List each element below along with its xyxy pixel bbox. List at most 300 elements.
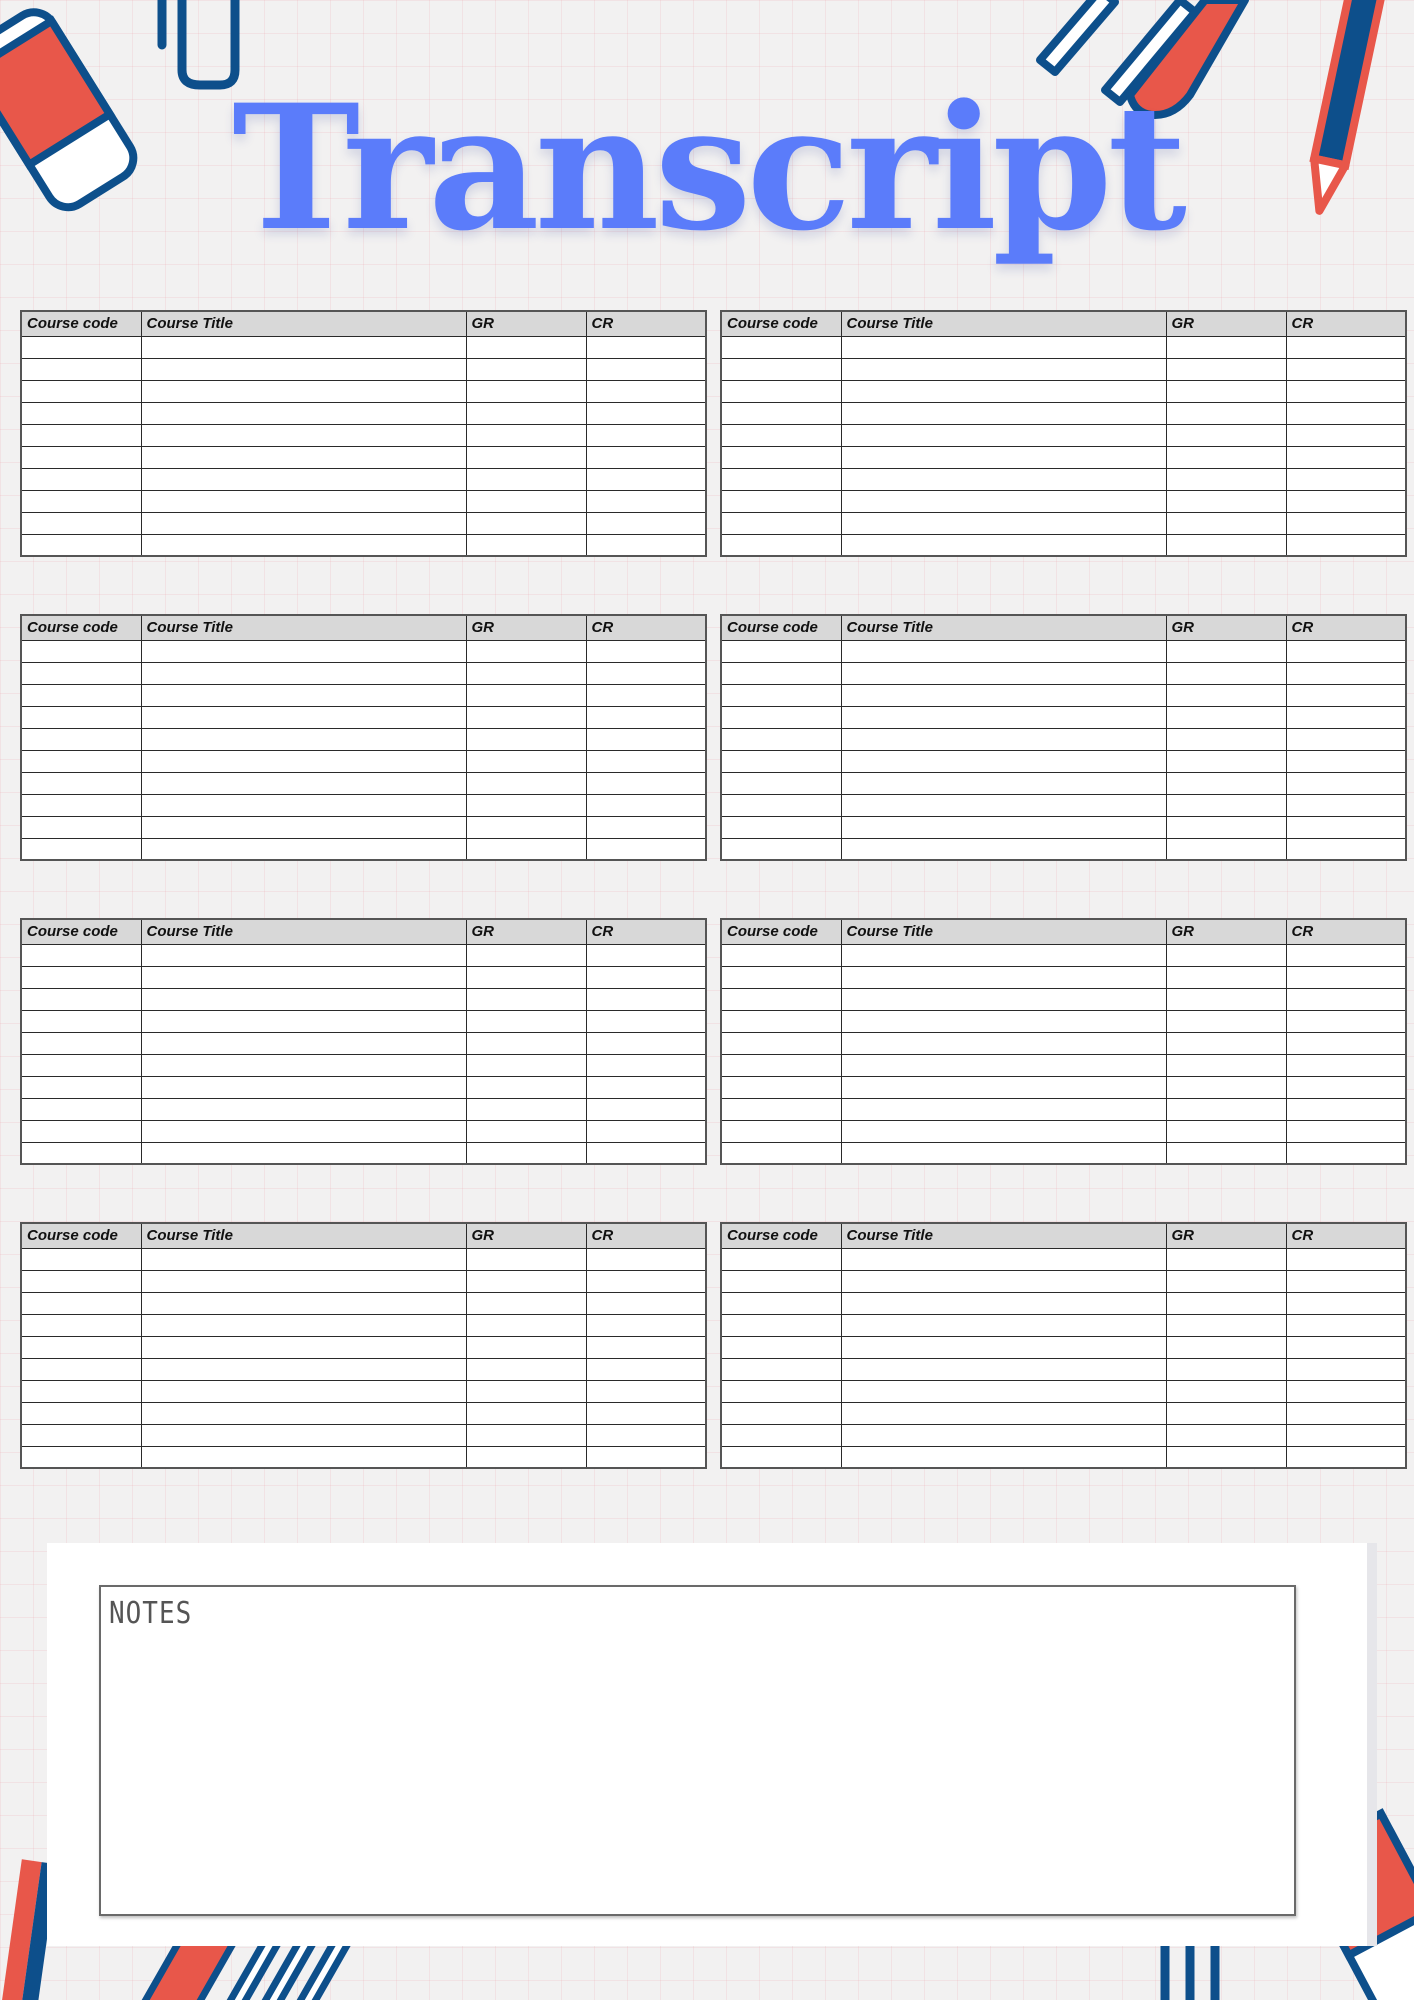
course-code-cell[interactable] (21, 816, 141, 838)
course-title-cell[interactable] (841, 794, 1166, 816)
course-code-cell[interactable] (721, 534, 841, 556)
gr-cell[interactable] (1166, 1358, 1286, 1380)
gr-cell[interactable] (1166, 684, 1286, 706)
cr-cell[interactable] (1286, 1010, 1406, 1032)
course-title-cell[interactable] (141, 1270, 466, 1292)
course-title-cell[interactable] (841, 1098, 1166, 1120)
cr-cell[interactable] (586, 966, 706, 988)
gr-cell[interactable] (1166, 1314, 1286, 1336)
gr-cell[interactable] (1166, 1142, 1286, 1164)
course-title-cell[interactable] (141, 684, 466, 706)
gr-cell[interactable] (466, 794, 586, 816)
course-code-cell[interactable] (21, 1120, 141, 1142)
course-code-cell[interactable] (21, 446, 141, 468)
course-code-cell[interactable] (721, 358, 841, 380)
gr-cell[interactable] (1166, 490, 1286, 512)
gr-cell[interactable] (466, 1098, 586, 1120)
course-code-cell[interactable] (721, 988, 841, 1010)
gr-cell[interactable] (466, 446, 586, 468)
cr-cell[interactable] (1286, 380, 1406, 402)
course-code-cell[interactable] (21, 424, 141, 446)
cr-cell[interactable] (1286, 706, 1406, 728)
gr-cell[interactable] (1166, 1336, 1286, 1358)
course-title-cell[interactable] (141, 1032, 466, 1054)
gr-cell[interactable] (466, 944, 586, 966)
course-code-cell[interactable] (21, 838, 141, 860)
course-title-cell[interactable] (841, 706, 1166, 728)
gr-cell[interactable] (466, 1054, 586, 1076)
course-code-cell[interactable] (721, 1380, 841, 1402)
gr-cell[interactable] (466, 424, 586, 446)
course-code-cell[interactable] (721, 728, 841, 750)
course-code-cell[interactable] (721, 336, 841, 358)
gr-cell[interactable] (466, 1402, 586, 1424)
course-code-cell[interactable] (721, 468, 841, 490)
cr-cell[interactable] (1286, 1314, 1406, 1336)
course-code-cell[interactable] (721, 1292, 841, 1314)
course-title-cell[interactable] (841, 490, 1166, 512)
course-code-cell[interactable] (721, 794, 841, 816)
gr-cell[interactable] (466, 1336, 586, 1358)
notes-box[interactable] (99, 1585, 1296, 1916)
gr-cell[interactable] (1166, 336, 1286, 358)
course-title-cell[interactable] (841, 640, 1166, 662)
course-code-cell[interactable] (721, 1358, 841, 1380)
cr-cell[interactable] (1286, 1292, 1406, 1314)
cr-cell[interactable] (1286, 1336, 1406, 1358)
cr-cell[interactable] (586, 490, 706, 512)
cr-cell[interactable] (1286, 402, 1406, 424)
course-title-cell[interactable] (141, 816, 466, 838)
course-code-cell[interactable] (21, 728, 141, 750)
course-title-cell[interactable] (841, 1358, 1166, 1380)
course-code-cell[interactable] (21, 1098, 141, 1120)
course-code-cell[interactable] (21, 684, 141, 706)
gr-cell[interactable] (466, 1010, 586, 1032)
course-title-cell[interactable] (841, 1446, 1166, 1468)
course-code-cell[interactable] (721, 1314, 841, 1336)
course-title-cell[interactable] (841, 728, 1166, 750)
course-code-cell[interactable] (21, 1402, 141, 1424)
gr-cell[interactable] (466, 1120, 586, 1142)
course-title-cell[interactable] (841, 988, 1166, 1010)
gr-cell[interactable] (1166, 640, 1286, 662)
course-code-cell[interactable] (721, 1424, 841, 1446)
course-title-cell[interactable] (841, 1380, 1166, 1402)
course-code-cell[interactable] (21, 1336, 141, 1358)
course-title-cell[interactable] (141, 966, 466, 988)
course-code-cell[interactable] (21, 772, 141, 794)
gr-cell[interactable] (1166, 402, 1286, 424)
cr-cell[interactable] (586, 512, 706, 534)
course-code-cell[interactable] (721, 446, 841, 468)
gr-cell[interactable] (466, 1248, 586, 1270)
gr-cell[interactable] (1166, 816, 1286, 838)
cr-cell[interactable] (1286, 1098, 1406, 1120)
gr-cell[interactable] (466, 662, 586, 684)
course-title-cell[interactable] (841, 336, 1166, 358)
course-code-cell[interactable] (721, 380, 841, 402)
course-code-cell[interactable] (721, 402, 841, 424)
course-code-cell[interactable] (21, 1032, 141, 1054)
gr-cell[interactable] (1166, 1032, 1286, 1054)
cr-cell[interactable] (1286, 424, 1406, 446)
gr-cell[interactable] (466, 1270, 586, 1292)
gr-cell[interactable] (466, 838, 586, 860)
course-code-cell[interactable] (21, 988, 141, 1010)
cr-cell[interactable] (1286, 1424, 1406, 1446)
course-code-cell[interactable] (21, 1292, 141, 1314)
course-title-cell[interactable] (841, 1314, 1166, 1336)
course-title-cell[interactable] (141, 1054, 466, 1076)
cr-cell[interactable] (586, 358, 706, 380)
gr-cell[interactable] (1166, 424, 1286, 446)
gr-cell[interactable] (466, 706, 586, 728)
course-title-cell[interactable] (841, 468, 1166, 490)
cr-cell[interactable] (586, 1446, 706, 1468)
course-code-cell[interactable] (721, 424, 841, 446)
gr-cell[interactable] (1166, 1248, 1286, 1270)
course-title-cell[interactable] (841, 1032, 1166, 1054)
course-code-cell[interactable] (721, 490, 841, 512)
course-title-cell[interactable] (841, 662, 1166, 684)
course-title-cell[interactable] (841, 1270, 1166, 1292)
course-title-cell[interactable] (141, 750, 466, 772)
course-code-cell[interactable] (21, 966, 141, 988)
course-title-cell[interactable] (141, 1358, 466, 1380)
cr-cell[interactable] (1286, 1446, 1406, 1468)
cr-cell[interactable] (586, 1032, 706, 1054)
gr-cell[interactable] (1166, 772, 1286, 794)
cr-cell[interactable] (586, 662, 706, 684)
course-title-cell[interactable] (841, 1010, 1166, 1032)
course-code-cell[interactable] (21, 794, 141, 816)
course-code-cell[interactable] (721, 944, 841, 966)
course-title-cell[interactable] (141, 1402, 466, 1424)
course-title-cell[interactable] (841, 358, 1166, 380)
course-title-cell[interactable] (141, 1336, 466, 1358)
course-title-cell[interactable] (841, 402, 1166, 424)
gr-cell[interactable] (1166, 1446, 1286, 1468)
cr-cell[interactable] (586, 1292, 706, 1314)
course-title-cell[interactable] (141, 424, 466, 446)
cr-cell[interactable] (586, 706, 706, 728)
course-title-cell[interactable] (841, 1336, 1166, 1358)
cr-cell[interactable] (1286, 1120, 1406, 1142)
course-title-cell[interactable] (841, 1292, 1166, 1314)
course-code-cell[interactable] (21, 1270, 141, 1292)
cr-cell[interactable] (1286, 794, 1406, 816)
course-code-cell[interactable] (21, 640, 141, 662)
gr-cell[interactable] (1166, 1098, 1286, 1120)
course-code-cell[interactable] (721, 1010, 841, 1032)
gr-cell[interactable] (1166, 794, 1286, 816)
cr-cell[interactable] (586, 816, 706, 838)
cr-cell[interactable] (1286, 838, 1406, 860)
gr-cell[interactable] (466, 966, 586, 988)
course-code-cell[interactable] (21, 380, 141, 402)
gr-cell[interactable] (466, 1314, 586, 1336)
course-code-cell[interactable] (721, 1248, 841, 1270)
course-title-cell[interactable] (141, 534, 466, 556)
course-code-cell[interactable] (721, 966, 841, 988)
course-code-cell[interactable] (721, 1270, 841, 1292)
gr-cell[interactable] (466, 816, 586, 838)
course-title-cell[interactable] (141, 512, 466, 534)
cr-cell[interactable] (586, 1120, 706, 1142)
cr-cell[interactable] (586, 1010, 706, 1032)
cr-cell[interactable] (1286, 772, 1406, 794)
course-code-cell[interactable] (21, 662, 141, 684)
course-code-cell[interactable] (21, 1358, 141, 1380)
gr-cell[interactable] (466, 402, 586, 424)
course-title-cell[interactable] (841, 446, 1166, 468)
cr-cell[interactable] (586, 988, 706, 1010)
course-title-cell[interactable] (141, 1010, 466, 1032)
cr-cell[interactable] (586, 1054, 706, 1076)
course-code-cell[interactable] (21, 944, 141, 966)
course-title-cell[interactable] (141, 336, 466, 358)
gr-cell[interactable] (1166, 1292, 1286, 1314)
course-title-cell[interactable] (141, 468, 466, 490)
course-title-cell[interactable] (141, 1248, 466, 1270)
gr-cell[interactable] (1166, 358, 1286, 380)
course-title-cell[interactable] (841, 1248, 1166, 1270)
cr-cell[interactable] (586, 1076, 706, 1098)
course-code-cell[interactable] (721, 1336, 841, 1358)
gr-cell[interactable] (1166, 534, 1286, 556)
course-code-cell[interactable] (721, 1446, 841, 1468)
gr-cell[interactable] (466, 468, 586, 490)
gr-cell[interactable] (466, 1446, 586, 1468)
course-title-cell[interactable] (841, 750, 1166, 772)
course-title-cell[interactable] (141, 1120, 466, 1142)
course-title-cell[interactable] (841, 380, 1166, 402)
gr-cell[interactable] (1166, 838, 1286, 860)
course-code-cell[interactable] (21, 490, 141, 512)
cr-cell[interactable] (586, 1142, 706, 1164)
cr-cell[interactable] (586, 380, 706, 402)
cr-cell[interactable] (1286, 468, 1406, 490)
cr-cell[interactable] (1286, 534, 1406, 556)
cr-cell[interactable] (1286, 728, 1406, 750)
cr-cell[interactable] (586, 728, 706, 750)
course-code-cell[interactable] (721, 662, 841, 684)
cr-cell[interactable] (586, 1314, 706, 1336)
cr-cell[interactable] (1286, 358, 1406, 380)
course-code-cell[interactable] (21, 1010, 141, 1032)
course-code-cell[interactable] (721, 1120, 841, 1142)
gr-cell[interactable] (1166, 1054, 1286, 1076)
gr-cell[interactable] (466, 1380, 586, 1402)
cr-cell[interactable] (1286, 1054, 1406, 1076)
gr-cell[interactable] (1166, 988, 1286, 1010)
course-title-cell[interactable] (841, 1054, 1166, 1076)
course-title-cell[interactable] (841, 1402, 1166, 1424)
course-code-cell[interactable] (721, 1402, 841, 1424)
course-code-cell[interactable] (721, 1098, 841, 1120)
course-title-cell[interactable] (841, 966, 1166, 988)
gr-cell[interactable] (466, 988, 586, 1010)
course-code-cell[interactable] (721, 838, 841, 860)
course-title-cell[interactable] (141, 1098, 466, 1120)
gr-cell[interactable] (466, 380, 586, 402)
cr-cell[interactable] (586, 1336, 706, 1358)
cr-cell[interactable] (586, 1402, 706, 1424)
gr-cell[interactable] (1166, 706, 1286, 728)
course-title-cell[interactable] (141, 706, 466, 728)
gr-cell[interactable] (1166, 380, 1286, 402)
cr-cell[interactable] (586, 1098, 706, 1120)
gr-cell[interactable] (466, 684, 586, 706)
course-title-cell[interactable] (841, 1076, 1166, 1098)
gr-cell[interactable] (1166, 1010, 1286, 1032)
cr-cell[interactable] (1286, 446, 1406, 468)
gr-cell[interactable] (466, 1424, 586, 1446)
course-title-cell[interactable] (141, 640, 466, 662)
course-code-cell[interactable] (21, 512, 141, 534)
gr-cell[interactable] (1166, 1120, 1286, 1142)
course-title-cell[interactable] (141, 490, 466, 512)
gr-cell[interactable] (466, 1292, 586, 1314)
cr-cell[interactable] (586, 468, 706, 490)
cr-cell[interactable] (1286, 1032, 1406, 1054)
course-code-cell[interactable] (721, 706, 841, 728)
course-title-cell[interactable] (141, 838, 466, 860)
course-title-cell[interactable] (841, 1120, 1166, 1142)
cr-cell[interactable] (586, 1248, 706, 1270)
cr-cell[interactable] (1286, 336, 1406, 358)
gr-cell[interactable] (466, 1142, 586, 1164)
course-title-cell[interactable] (841, 684, 1166, 706)
course-code-cell[interactable] (721, 750, 841, 772)
course-title-cell[interactable] (841, 424, 1166, 446)
cr-cell[interactable] (1286, 662, 1406, 684)
course-code-cell[interactable] (21, 750, 141, 772)
cr-cell[interactable] (1286, 684, 1406, 706)
course-code-cell[interactable] (21, 706, 141, 728)
gr-cell[interactable] (1166, 1270, 1286, 1292)
gr-cell[interactable] (1166, 1380, 1286, 1402)
cr-cell[interactable] (586, 336, 706, 358)
course-title-cell[interactable] (141, 1292, 466, 1314)
gr-cell[interactable] (1166, 662, 1286, 684)
course-code-cell[interactable] (21, 1248, 141, 1270)
cr-cell[interactable] (1286, 944, 1406, 966)
course-title-cell[interactable] (841, 772, 1166, 794)
gr-cell[interactable] (1166, 966, 1286, 988)
course-title-cell[interactable] (841, 512, 1166, 534)
cr-cell[interactable] (1286, 1270, 1406, 1292)
gr-cell[interactable] (466, 358, 586, 380)
course-title-cell[interactable] (141, 988, 466, 1010)
course-code-cell[interactable] (721, 512, 841, 534)
course-title-cell[interactable] (141, 944, 466, 966)
cr-cell[interactable] (586, 1358, 706, 1380)
course-title-cell[interactable] (141, 728, 466, 750)
gr-cell[interactable] (1166, 512, 1286, 534)
cr-cell[interactable] (586, 772, 706, 794)
gr-cell[interactable] (466, 490, 586, 512)
cr-cell[interactable] (586, 750, 706, 772)
course-code-cell[interactable] (21, 468, 141, 490)
gr-cell[interactable] (1166, 468, 1286, 490)
course-code-cell[interactable] (21, 336, 141, 358)
cr-cell[interactable] (586, 1380, 706, 1402)
course-code-cell[interactable] (721, 1142, 841, 1164)
cr-cell[interactable] (1286, 1076, 1406, 1098)
cr-cell[interactable] (586, 1270, 706, 1292)
cr-cell[interactable] (1286, 988, 1406, 1010)
course-title-cell[interactable] (841, 838, 1166, 860)
course-code-cell[interactable] (21, 1142, 141, 1164)
course-code-cell[interactable] (721, 1054, 841, 1076)
course-title-cell[interactable] (841, 944, 1166, 966)
cr-cell[interactable] (1286, 640, 1406, 662)
course-code-cell[interactable] (21, 534, 141, 556)
gr-cell[interactable] (1166, 728, 1286, 750)
course-code-cell[interactable] (21, 402, 141, 424)
course-code-cell[interactable] (721, 816, 841, 838)
gr-cell[interactable] (466, 1076, 586, 1098)
course-title-cell[interactable] (841, 1424, 1166, 1446)
course-title-cell[interactable] (141, 446, 466, 468)
cr-cell[interactable] (1286, 1380, 1406, 1402)
course-title-cell[interactable] (141, 1314, 466, 1336)
cr-cell[interactable] (586, 684, 706, 706)
cr-cell[interactable] (586, 424, 706, 446)
course-code-cell[interactable] (721, 772, 841, 794)
cr-cell[interactable] (1286, 1402, 1406, 1424)
gr-cell[interactable] (466, 534, 586, 556)
course-title-cell[interactable] (141, 1142, 466, 1164)
course-code-cell[interactable] (21, 1446, 141, 1468)
course-title-cell[interactable] (141, 358, 466, 380)
cr-cell[interactable] (1286, 750, 1406, 772)
gr-cell[interactable] (466, 512, 586, 534)
cr-cell[interactable] (1286, 1358, 1406, 1380)
gr-cell[interactable] (466, 728, 586, 750)
course-code-cell[interactable] (21, 1054, 141, 1076)
course-title-cell[interactable] (141, 1076, 466, 1098)
gr-cell[interactable] (1166, 1424, 1286, 1446)
course-title-cell[interactable] (141, 772, 466, 794)
course-code-cell[interactable] (721, 1076, 841, 1098)
cr-cell[interactable] (586, 838, 706, 860)
cr-cell[interactable] (586, 944, 706, 966)
gr-cell[interactable] (466, 1032, 586, 1054)
cr-cell[interactable] (1286, 512, 1406, 534)
cr-cell[interactable] (586, 794, 706, 816)
course-title-cell[interactable] (841, 1142, 1166, 1164)
cr-cell[interactable] (1286, 966, 1406, 988)
gr-cell[interactable] (1166, 446, 1286, 468)
course-title-cell[interactable] (141, 662, 466, 684)
course-title-cell[interactable] (141, 1380, 466, 1402)
course-title-cell[interactable] (141, 1446, 466, 1468)
gr-cell[interactable] (1166, 944, 1286, 966)
cr-cell[interactable] (586, 534, 706, 556)
gr-cell[interactable] (1166, 1402, 1286, 1424)
cr-cell[interactable] (1286, 490, 1406, 512)
course-code-cell[interactable] (21, 1076, 141, 1098)
gr-cell[interactable] (466, 1358, 586, 1380)
course-code-cell[interactable] (21, 1424, 141, 1446)
course-title-cell[interactable] (841, 534, 1166, 556)
course-code-cell[interactable] (21, 1380, 141, 1402)
course-code-cell[interactable] (721, 684, 841, 706)
course-title-cell[interactable] (141, 1424, 466, 1446)
